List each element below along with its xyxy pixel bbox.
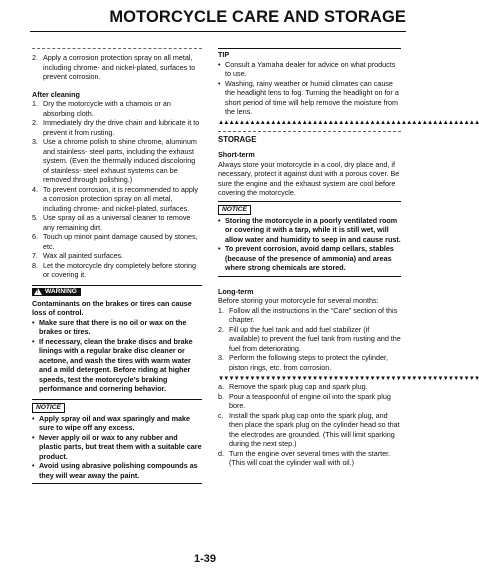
list-item: 4. To prevent corrosion, it is recommended to apply a corrosion protection spray on all metal, including chrome- and nickel-plated, surfaces. [32,184,199,213]
warning-bullet: • If necessary, clean the brake discs and brake linings with a regular brake disc cleaner or acetone, and wash the tires with warm water and a mild detergent. Before riding at higher speeds, test the motorcycle’s braking performance and cornering behavior. [32,336,193,394]
warning-rule [32,285,202,286]
page-number: 1-39 [194,553,217,565]
short-term-heading: Short-term [218,150,255,159]
storage-heading: STORAGE [218,134,257,144]
notice-rule [218,201,401,202]
list-item: 3. Perform the following steps to protect the cylinder, piston rings, etc. from corrosion. [218,353,389,372]
tip-end-marker: ▲▲▲▲▲▲▲▲▲▲▲▲▲▲▲▲▲▲▲▲▲▲▲▲▲▲▲▲▲▲▲▲▲▲▲▲▲▲▲▲▲▲▲▲▲▲▲▲▲▲ [218,118,479,126]
right-column [218,33,479,468]
list-item: 1. Follow all the instructions in the “Care” section of this chapter. [218,305,398,324]
notice-box [32,402,202,413]
long-term-heading: Long-term [218,286,254,296]
section-divider [218,131,401,132]
sub-list-item: b. Pour a teaspoonful of engine oil into the spark plug bore. [218,391,391,410]
short-term-text: Always store your motorcycle in a cool, dry place and, if necessary, protect it against dust with a porous cover. Be sure the engine and the exhaust system are cool before covering the motorcycle. [218,159,400,197]
list-item: 2. Immediately dry the drive chain and lubricate it to prevent it from rusting. [32,118,200,137]
tip-bullet: • Washing, rainy weather or humid climates can cause the headlight lens to fog. Turning the headlight on for a short period of time will help remove the moisture from the lens. [218,78,399,116]
tip-label: TIP [218,50,230,59]
list-item: 2. Fill up the fuel tank and add fuel stabilizer (if available) to prevent the fuel tank from rusting and the fuel from deteriorating. [218,324,401,353]
notice-end-rule [218,276,401,277]
list-item: 5. Use spray oil as a universal cleaner to remove any remaining dirt. [32,213,191,232]
after-cleaning-heading: After cleaning [32,89,80,99]
sub-list-item: d. Turn the engine over several times with the starter. (This will coat the cylinder wall with oil.) [218,448,391,467]
notice-bullet: • Storing the motorcycle in a poorly ventilated room or covering it with a tarp, while it is still wet, will allow water and humidity to seep in and cause rust. [218,215,401,244]
tip-bullet: • Consult a Yamaha dealer for advice on what products to use. [218,59,396,78]
list-item: 2. Apply a corrosion protection spray on all metal, including chrome- and nickel-plated, surfaces to prevent corrosion. [32,53,196,81]
warning-bullet: • Make sure that there is no oil or wax on the brakes or tires. [32,317,187,337]
sub-list-item: a. Remove the spark plug cap and spark plug. [218,382,368,391]
list-item: 1. Dry the motorcycle with a chamois or an absorbing cloth. [32,99,171,118]
after-cleaning-list [32,99,202,280]
notice-bullet: • Apply spray oil and wax sparingly and make sure to wipe off any excess. [32,413,190,433]
list-item: 7. Wax all painted surfaces. [32,251,124,260]
list-item: 8. Let the motorcycle dry completely before storing or covering it. [32,260,197,279]
notice-bullet: • Avoid using abrasive polishing compounds as they will wear away the paint. [32,461,198,480]
section-divider [32,48,202,49]
notice-label: NOTICE [32,403,65,413]
notice-bullet: • To prevent corrosion, avoid damp cellars, stables (because of the presence of ammonia) and areas where strong chemicals are stored. [218,244,394,272]
warning-intro: Contaminants on the brakes or tires can cause loss of control. [32,298,192,318]
list-item: 6. Touch up minor paint damage caused by stones, etc. [32,232,198,251]
tip-rule [218,48,401,49]
notice-bullet: • Never apply oil or wax to any rubber and plastic parts, but treat them with a suitable care product. [32,432,202,461]
page-title: MOTORCYCLE CARE AND STORAGE [109,8,406,26]
warning-label: ! WARNING [32,288,81,297]
warning-box [32,288,202,298]
notice-box [218,204,401,215]
title-rule [30,31,406,32]
long-term-intro: Before storing your motorcycle for several months: [218,296,379,305]
left-column [32,33,202,484]
list-item: 3. Use a chrome polish to shine chrome, aluminum and stainless- steel parts, including the exhaust system. (Even the thermally induced discoloring of stainless- steel exhaust systems can be removed through polishing.) [32,137,197,184]
notice-end-rule [32,483,202,484]
notice-label: NOTICE [218,205,251,215]
sub-list-item: c. Install the spark plug cap onto the spark plug, and then place the spark plug on the cylinder head so that the electrodes are grounded. (This will limit sparking during the next step.) [218,410,400,448]
notice-rule [32,399,202,400]
procedure-start-marker: ▼▼▼▼▼▼▼▼▼▼▼▼▼▼▼▼▼▼▼▼▼▼▼▼▼▼▼▼▼▼▼▼▼▼▼▼▼▼▼▼▼▼▼▼▼▼▼▼▼▼ [218,375,479,382]
warning-triangle-icon [34,288,42,295]
